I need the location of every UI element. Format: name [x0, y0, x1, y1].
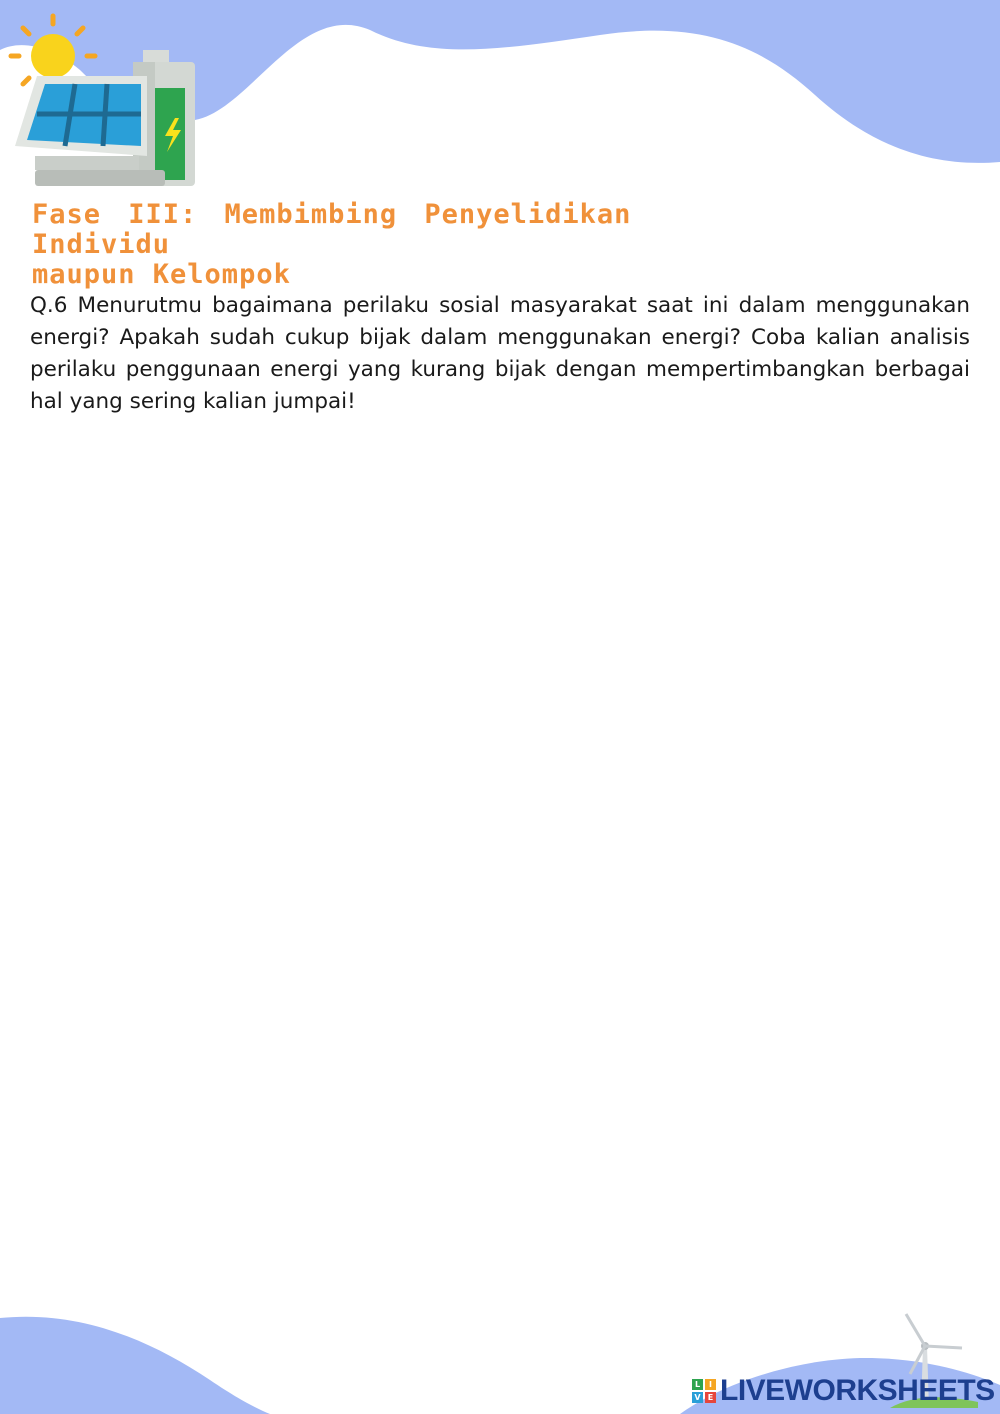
brand-name: LIVEWORKSHEETS [720, 1374, 995, 1407]
phase-heading-line2: maupun Kelompok [32, 259, 291, 290]
phase-heading-line1: Fase III: Membimbing Penyelidikan Individu [32, 199, 632, 260]
solar-panel-icon [5, 10, 205, 190]
bottom-left-wave [0, 1317, 270, 1414]
question-text: Q.6 Menurutmu bagaimana perilaku sosial masyarakat saat ini dalam menggunakan energi? Apakah sudah cukup bijak dalam menggunakan energi? Coba kalian analisis perilaku penggunaan energi yang kurang bijak dengan mempertimbangkan berbagai hal yang sering kalian jumpai! [30, 293, 970, 414]
logo-badge: L I V E [692, 1379, 716, 1403]
sun-icon [11, 16, 95, 84]
phase-heading [32, 200, 792, 290]
liveworksheets-logo [692, 1374, 995, 1408]
